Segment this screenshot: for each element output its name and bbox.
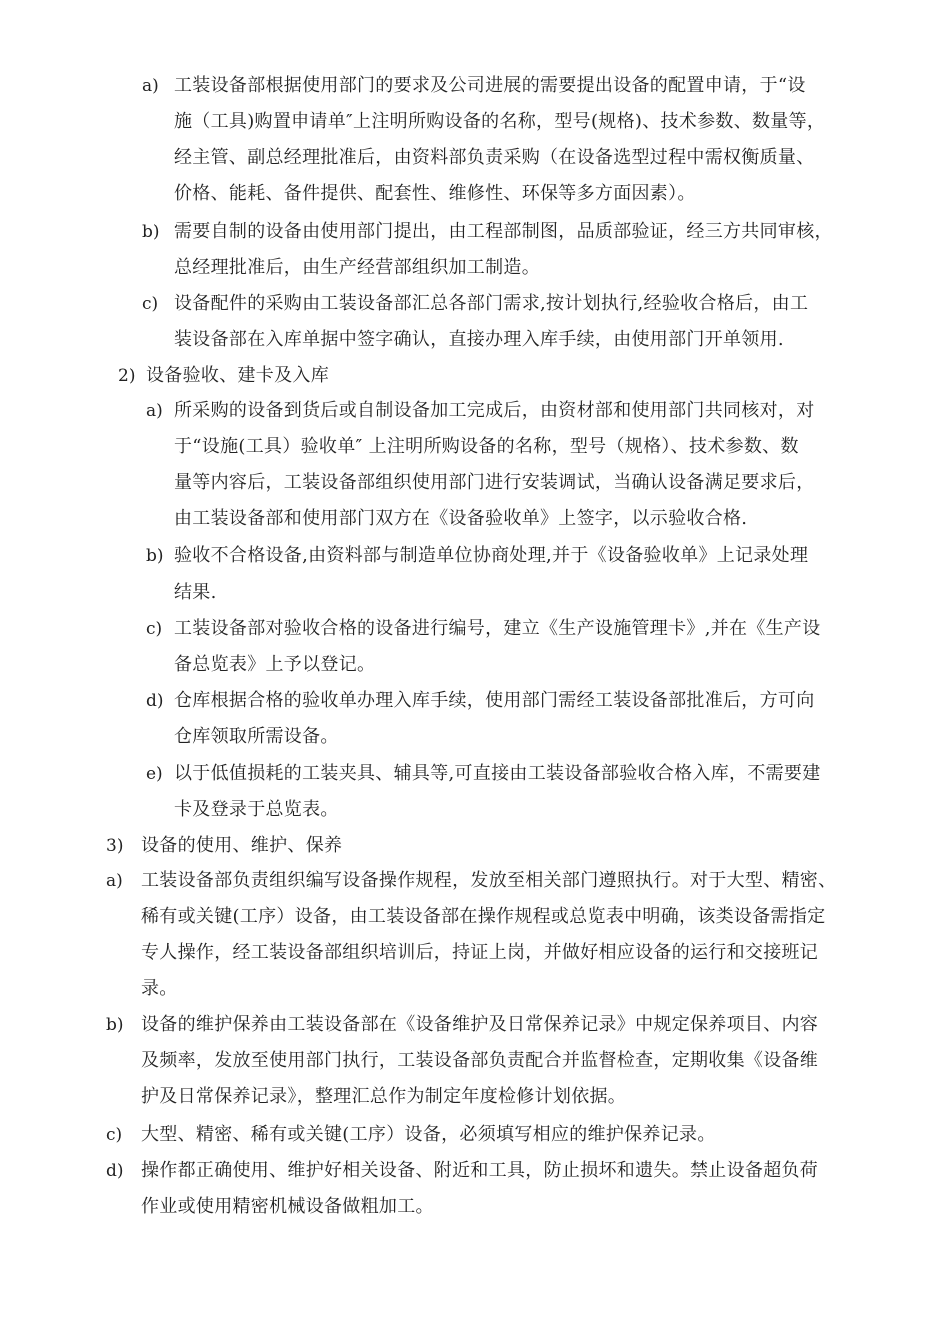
list-item xyxy=(0,1153,950,1189)
list-item-continuation xyxy=(0,719,950,755)
paragraph-line: 装设备部在入库单据中签字确认，直接办理入库手续，由使用部门开单领用. xyxy=(174,329,784,350)
paragraph-line: 所采购的设备到货后或自制设备加工完成后，由资材部和使用部门共同核对，对 xyxy=(174,400,815,421)
section-heading xyxy=(0,358,950,394)
item-marker: d) xyxy=(106,1161,124,1181)
section-title: 设备验收、建卡及入库 xyxy=(146,365,329,386)
list-item xyxy=(0,393,950,429)
paragraph-line: 需要自制的设备由使用部门提出，由工程部制图，品质部验证，经三方共同审核， xyxy=(174,221,833,242)
item-marker: d) xyxy=(146,691,164,711)
paragraph-line: 经主管、副总经理批准后，由资料部负责采购（在设备选型过程中需权衡质量、 xyxy=(174,147,815,168)
item-marker: c) xyxy=(146,619,163,639)
paragraph-line: 护及日常保养记录》，整理汇总作为制定年度检修计划依据。 xyxy=(141,1086,627,1107)
list-item xyxy=(0,683,950,719)
list-item-continuation xyxy=(0,176,950,212)
list-item-continuation xyxy=(0,501,950,537)
paragraph-line: 于“设施(工具）验收单″ 上注明所购设备的名称，型号（规格）、技术参数、数 xyxy=(174,436,799,457)
section-heading xyxy=(0,828,950,864)
list-item-continuation xyxy=(0,1189,950,1225)
item-marker: a) xyxy=(142,76,159,96)
list-item-continuation xyxy=(0,1079,950,1115)
list-item-continuation xyxy=(0,935,950,971)
paragraph-line: 及频率，发放至使用部门执行，工装设备部负责配合并监督检查，定期收集《设备维 xyxy=(141,1050,819,1071)
list-item xyxy=(0,214,950,250)
paragraph-line: 工装设备部对验收合格的设备进行编号，建立《生产设施管理卡》,并在《生产设 xyxy=(174,618,821,639)
list-item xyxy=(0,1117,950,1153)
item-marker: c) xyxy=(142,294,159,314)
paragraph-line: 工装设备部根据使用部门的要求及公司进展的需要提出设备的配置申请，于“设 xyxy=(174,75,806,96)
paragraph-line: 仓库领取所需设备。 xyxy=(174,726,339,747)
paragraph-line: 卡及登录于总览表。 xyxy=(174,799,339,820)
paragraph-line: 设备配件的采购由工装设备部汇总各部门需求,按计划执行,经验收合格后，由工 xyxy=(174,293,809,314)
paragraph-line: 设备的维护保养由工装设备部在《设备维护及日常保养记录》中规定保养项目、内容 xyxy=(141,1014,819,1035)
list-item-continuation xyxy=(0,250,950,286)
paragraph-line: 稀有或关键(工序）设备，由工装设备部在操作规程或总览表中明确，该类设备需指定 xyxy=(141,906,826,927)
paragraph-line: 录。 xyxy=(141,978,178,999)
list-item-continuation xyxy=(0,104,950,140)
paragraph-line: 备总览表》上予以登记。 xyxy=(174,654,376,675)
list-item-continuation xyxy=(0,1043,950,1079)
paragraph-line: 施（工具)购置申请单″上注明所购设备的名称，型号(规格)、技术参数、数量等， xyxy=(174,111,826,132)
list-item-continuation xyxy=(0,899,950,935)
paragraph-line: 价格、能耗、备件提供、配套性、维修性、环保等多方面因素）。 xyxy=(174,183,696,204)
paragraph-line: 仓库根据合格的验收单办理入库手续，使用部门需经工装设备部批准后，方可向 xyxy=(174,690,815,711)
item-marker: e) xyxy=(146,764,163,784)
list-item-continuation xyxy=(0,140,950,176)
list-item-continuation xyxy=(0,575,950,611)
section-title: 设备的使用、维护、保养 xyxy=(141,835,343,856)
paragraph-line: 以于低值损耗的工装夹具、辅具等,可直接由工装设备部验收合格入库，不需要建 xyxy=(174,763,821,784)
paragraph-line: 工装设备部负责组织编写设备操作规程，发放至相关部门遵照执行。对于大型、精密、 xyxy=(141,870,837,891)
list-item-continuation xyxy=(0,465,950,501)
item-marker: a) xyxy=(146,401,163,421)
list-item-continuation xyxy=(0,322,950,358)
paragraph-line: 由工装设备部和使用部门双方在《设备验收单》上签字，以示验收合格. xyxy=(174,508,748,529)
list-item-continuation xyxy=(0,792,950,828)
section-number: 3) xyxy=(106,836,124,856)
paragraph-line: 操作都正确使用、维护好相关设备、附近和工具，防止损坏和遗失。禁止设备超负荷 xyxy=(141,1160,819,1181)
list-item xyxy=(0,611,950,647)
item-marker: a) xyxy=(106,871,123,891)
item-marker: b) xyxy=(142,222,160,242)
paragraph-line: 作业或使用精密机械设备做粗加工。 xyxy=(141,1196,434,1217)
list-item xyxy=(0,756,950,792)
list-item-continuation xyxy=(0,971,950,1007)
list-item xyxy=(0,863,950,899)
list-item xyxy=(0,68,950,104)
item-marker: b) xyxy=(106,1015,124,1035)
paragraph-line: 总经理批准后，由生产经营部组织加工制造。 xyxy=(174,257,540,278)
list-item-continuation xyxy=(0,429,950,465)
item-marker: c) xyxy=(106,1125,123,1145)
paragraph-line: 量等内容后，工装设备部组织使用部门进行安装调试，当确认设备满足要求后， xyxy=(174,472,815,493)
paragraph-line: 专人操作，经工装设备部组织培训后，持证上岗，并做好相应设备的运行和交接班记 xyxy=(141,942,819,963)
paragraph-line: 结果. xyxy=(174,582,217,603)
list-item xyxy=(0,1007,950,1043)
list-item-continuation xyxy=(0,647,950,683)
list-item xyxy=(0,286,950,322)
paragraph-line: 验收不合格设备,由资料部与制造单位协商处理,并于《设备验收单》上记录处理 xyxy=(174,545,809,566)
list-item xyxy=(0,538,950,574)
paragraph-line: 大型、精密、稀有或关键(工序）设备，必须填写相应的维护保养记录。 xyxy=(141,1124,716,1145)
item-marker: b) xyxy=(146,546,164,566)
section-number: 2) xyxy=(118,366,136,386)
